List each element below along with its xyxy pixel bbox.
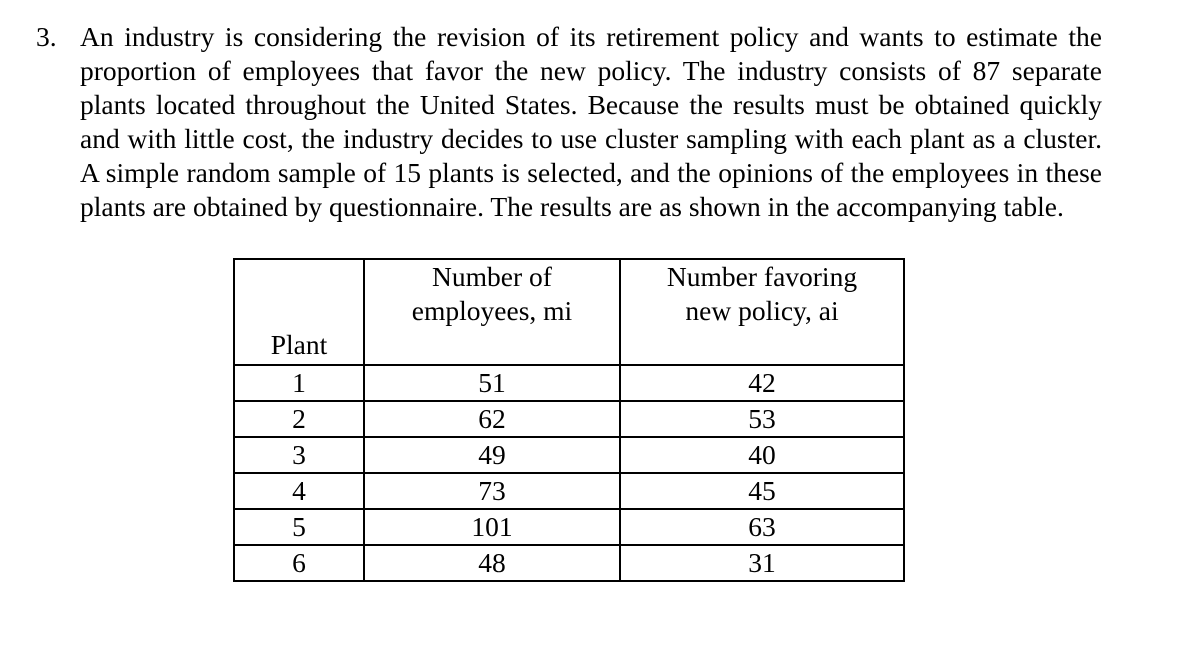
cell-favoring: 53 — [620, 401, 904, 437]
problem-statement — [36, 20, 1102, 224]
table-header-row — [234, 259, 904, 365]
cell-favoring: 40 — [620, 437, 904, 473]
header-employees-line2: employees, mi — [411, 295, 573, 326]
cell-employees: 62 — [364, 401, 620, 437]
table-row — [234, 365, 904, 401]
plants-table — [233, 258, 905, 582]
cell-plant: 4 — [234, 473, 364, 509]
cell-favoring: 63 — [620, 509, 904, 545]
table-row — [234, 401, 904, 437]
cell-employees: 101 — [364, 509, 620, 545]
cell-employees: 73 — [364, 473, 620, 509]
problem-text: An industry is considering the revision of its retirement policy and wants to estimate the proportion of employees that favor the new policy. The industry consists of 87 separate plants located throughout the United States. Because the results must be obtained quickly and with little cost, the industry decides to use cluster sampling with each plant as a cluster. A simple random sample of 15 plants is selected, and the opinions of the employees in these plants are obtained by questionnaire. The results are as shown in the accompanying table. — [80, 21, 1102, 222]
header-plant: Plant — [234, 259, 364, 365]
table-row — [234, 545, 904, 581]
cell-favoring: 42 — [620, 365, 904, 401]
header-employees — [364, 259, 620, 365]
cell-employees: 49 — [364, 437, 620, 473]
cell-favoring: 45 — [620, 473, 904, 509]
header-employees-line1: Number of — [432, 261, 552, 292]
cell-plant: 6 — [234, 545, 364, 581]
cell-favoring: 31 — [620, 545, 904, 581]
cell-employees: 51 — [364, 365, 620, 401]
header-favoring-line1: Number favoring — [666, 261, 858, 292]
header-favoring — [620, 259, 904, 365]
cell-plant: 3 — [234, 437, 364, 473]
table-row — [234, 437, 904, 473]
table-row — [234, 509, 904, 545]
problem-number: 3. — [36, 21, 57, 52]
cell-plant: 1 — [234, 365, 364, 401]
cell-employees: 48 — [364, 545, 620, 581]
table-row — [234, 473, 904, 509]
cell-plant: 2 — [234, 401, 364, 437]
cell-plant: 5 — [234, 509, 364, 545]
header-favoring-line2: new policy, ai — [685, 295, 839, 326]
